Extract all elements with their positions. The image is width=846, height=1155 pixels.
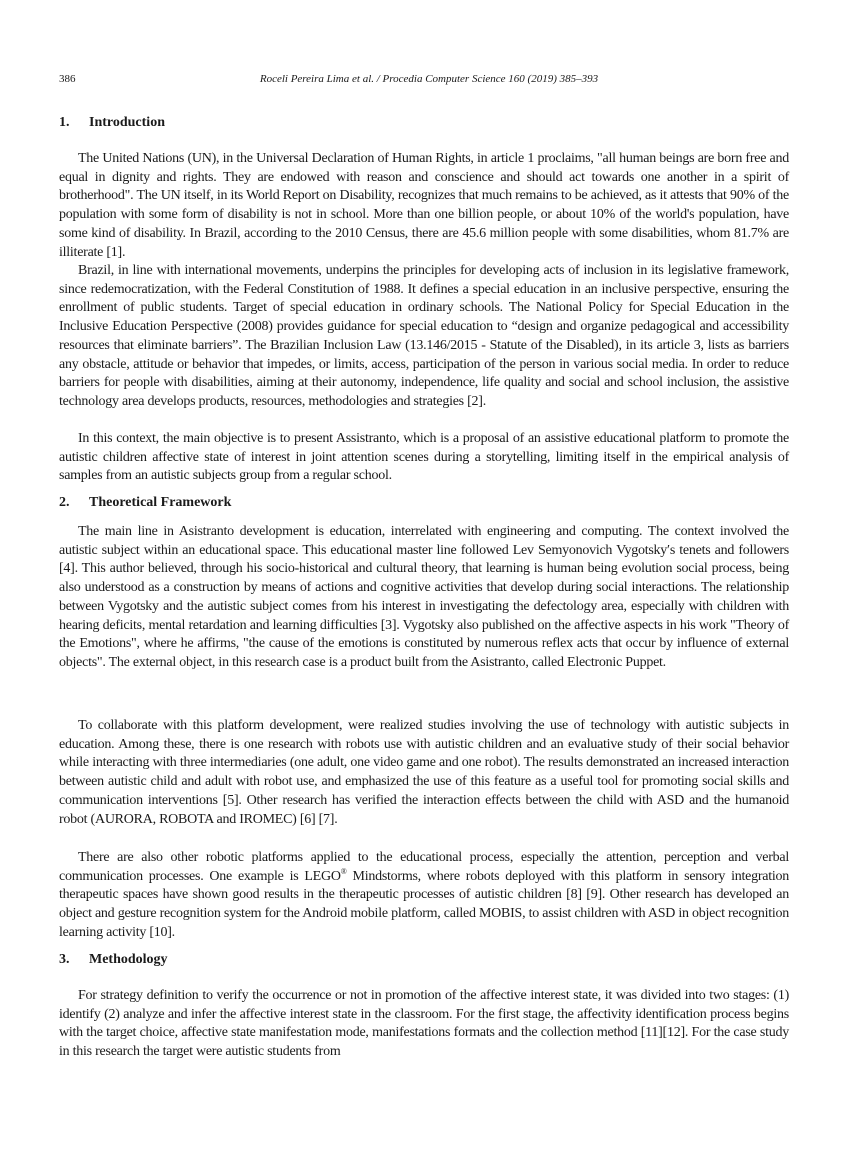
paragraph: The United Nations (UN), in the Universal Declaration of Human Rights, in article 1 proclaims, "all human beings are born free and equal in dignity and rights. They are endowed with reason and conscience and should act towards one another in a spirit of brotherhood". The UN itself, in its World Report on Disability, recognizes that much remains to be achieved, as it attests that 90% of the population with some form of disability is not in school. More than one billion people, or about 10% of the world's population, have some kind of disability. In Brazil, according to the 2010 Census, there are 45.6 million people with some disabilities, whom 81.7% are illiterate [1]. [59, 151, 789, 260]
section-number: 3. [59, 952, 70, 967]
paragraph-text: There are also other robotic platforms applied to the educational process, especially the attention, perception and verbal communication processes. One example is LEGO [59, 850, 789, 884]
section-title: Introduction [89, 115, 165, 130]
section-heading-theoretical-framework [59, 494, 231, 512]
paragraph: For strategy definition to verify the occurrence or not in promotion of the affective interest state, it was divided into two stages: (1) identify (2) analyze and infer the affective interest state in the classroom. For the first stage, the affectivity identification process begins with the target choice, affective state manifestation mode, manifestations formats and the collection method [11][12]. For the case study in this research the target were autistic students from [59, 988, 789, 1060]
page-number: 386 [59, 73, 76, 85]
running-header [59, 71, 789, 87]
section-title: Methodology [89, 952, 168, 967]
section-heading-introduction [59, 114, 165, 132]
section-title: Theoretical Framework [89, 495, 232, 510]
paragraph: The main line in Asistranto development is education, interrelated with engineering and computing. The context involved the autistic subject within an educational space. This educational master line followed Lev Semyonovich Vygotsky′s tenets and followers [4]. This author believed, through his socio-historical and cultural theory, that learning is human being evolution social process, being also understood as a construction by means of actions and cognitive activities that develop during social interactions. The relationship between Vygotsky and the autistic subject comes from his interest in investigating the defectology area, especially with children with hearing deficits, mental retardation and learning difficulties [3]. Vygotsky also published on the affective aspects in his work "Theory of the Emotions", where he affirms, "the cause of the emotions is constituted by numerous reflex acts that occur by influence of external objects". The external object, in this research case is a product built from the Asistranto, called Electronic Puppet. [59, 524, 789, 670]
registered-trademark-mark: ® [340, 866, 347, 876]
section-number: 1. [59, 115, 70, 130]
header-citation: Roceli Pereira Lima et al. / Procedia Computer Science 160 (2019) 385–393 [259, 73, 599, 85]
paragraph: To collaborate with this platform development, were realized studies involving the use of technology with autistic subjects in education. Among these, there is one research with robots use with autistic children and an evaluative study of their social behavior while interacting with three intermediaries (one adult, one video game and one robot). The results demonstrated an increased interaction between autistic child and adult with robot use, and emphasized the use of this feature as a useful tool for promoting social skills and communication interventions [5]. Other research has verified the interaction effects between the child with ASD and the humanoid robot (AURORA, ROBOTA and IROMEC) [6] [7]. [59, 718, 789, 827]
section-heading-methodology [59, 951, 168, 969]
paragraph [59, 849, 789, 943]
paragraph: In this context, the main objective is to present Assistranto, which is a proposal of an assistive educational platform to promote the autistic children affective state of interest in joint attention scenes during a storytelling, limiting itself in the empirical analysis of samples from an autistic subjects group from a regular school. [59, 431, 789, 484]
section-number: 2. [59, 495, 70, 510]
paragraph: Brazil, in line with international movements, underpins the principles for developing acts of inclusion in its legislative framework, since redemocratization, with the Federal Constitution of 1988. It defines a special education in an inclusive perspective, ensuring the enrollment of public students. Target of special education in ordinary schools. The National Policy for Special Education in the Inclusive Education Perspective (2008) provides guidance for special education to “design and organize pedagogical and accessibility resources that eliminate barriers”. The Brazilian Inclusion Law (13.146/2015 - Statute of the Disabled), in its article 3, lists as barriers any obstacle, attitude or behavior that impedes, or limits, access, participation of the person in various social media. In order to reduce barriers for people with disabilities, aiming at their autonomy, independence, life quality and social and school inclusion, the assistive technology area develops products, resources, methodologies and strategies [2]. [59, 263, 789, 409]
paragraph-text: Mindstorms, where robots deployed with this platform in sensory integration therapeutic spaces have shown good results in the therapeutic processes of autistic children [8] [9]. Other research has developed an object and gesture recognition system for the Android mobile platform, called MOBIS, to assist children with ASD in object recognition learning activity [10]. [59, 868, 790, 940]
